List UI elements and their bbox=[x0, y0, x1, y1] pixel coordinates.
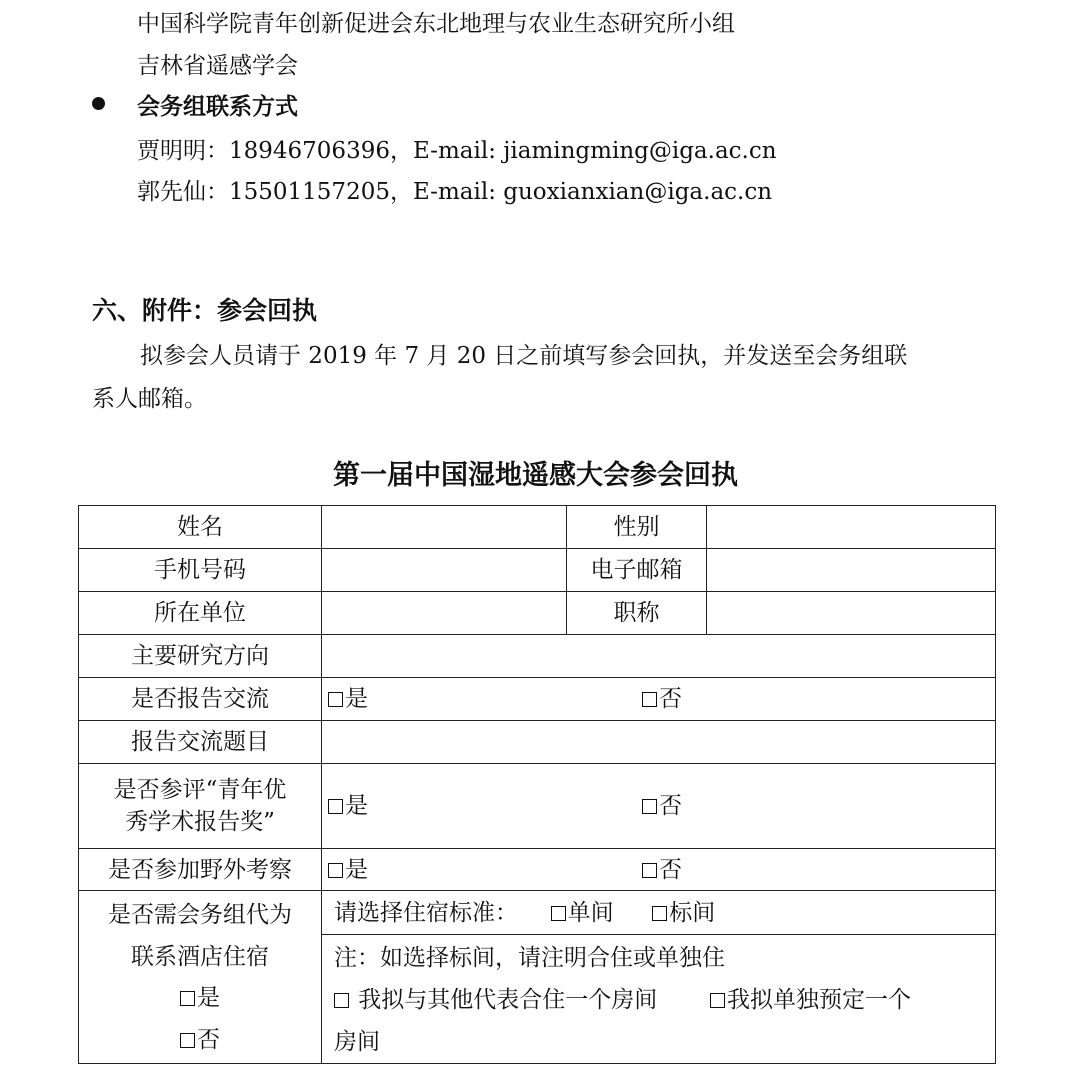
hotel-no-label: 否 bbox=[197, 1026, 220, 1053]
section-paragraph-line-1: 拟参会人员请于 2019 年 7 月 20 日之前填写参会回执，并发送至会务组联 bbox=[140, 343, 908, 369]
report-topic-label: 报告交流题目 bbox=[79, 721, 322, 764]
phone-field[interactable] bbox=[322, 549, 567, 592]
hotel-label-line-2: 联系酒店住宿 bbox=[131, 943, 269, 970]
award-label-line-2: 秀学术报告奖” bbox=[125, 809, 275, 835]
checkbox-icon[interactable] bbox=[328, 692, 343, 707]
report-topic-field[interactable] bbox=[322, 721, 996, 764]
checkbox-icon[interactable] bbox=[180, 991, 195, 1006]
section-heading: 六、附件：参会回执 bbox=[92, 296, 318, 325]
award-yes-label: 是 bbox=[345, 793, 368, 819]
hotel-no-option[interactable] bbox=[85, 1020, 315, 1062]
research-field[interactable] bbox=[322, 635, 996, 678]
unit-field[interactable] bbox=[322, 592, 567, 635]
hotel-yes-label: 是 bbox=[197, 985, 220, 1011]
checkbox-icon[interactable] bbox=[180, 1033, 195, 1048]
hotel-label bbox=[79, 891, 322, 1064]
room-double-label: 标间 bbox=[669, 899, 716, 926]
field-yes-option[interactable] bbox=[328, 854, 368, 886]
field-no-option[interactable] bbox=[642, 854, 682, 886]
checkbox-icon[interactable] bbox=[334, 993, 349, 1008]
report-yes-label: 是 bbox=[345, 686, 368, 712]
award-label-line-1: 是否参评“青年优 bbox=[113, 777, 287, 803]
report-no-option[interactable] bbox=[642, 683, 682, 715]
contact-heading: 会务组联系方式 bbox=[137, 94, 298, 120]
org-line-1: 中国科学院青年创新促进会东北地理与农业生态研究所小组 bbox=[137, 11, 735, 37]
field-trip-label: 是否参加野外考察 bbox=[79, 849, 322, 891]
checkbox-icon[interactable] bbox=[642, 799, 657, 814]
bullet-icon bbox=[92, 97, 105, 110]
email-label: 电子邮箱 bbox=[567, 549, 707, 592]
unit-label: 所在单位 bbox=[79, 592, 322, 635]
checkbox-icon[interactable] bbox=[710, 993, 725, 1008]
research-label: 主要研究方向 bbox=[79, 635, 322, 678]
single-room-label-line-1: 我拟单独预定一个 bbox=[726, 987, 911, 1013]
checkbox-icon[interactable] bbox=[642, 863, 657, 878]
phone-label: 手机号码 bbox=[79, 549, 322, 592]
hotel-label-line-1: 是否需会务组代为 bbox=[108, 902, 292, 928]
single-room-label-line-2: 房间 bbox=[334, 1029, 380, 1055]
name-label: 姓名 bbox=[79, 506, 322, 549]
award-no-option[interactable] bbox=[642, 790, 682, 822]
checkbox-icon[interactable] bbox=[642, 692, 657, 707]
contact-line-1: 贾明明：18946706396，E-mail: jiamingming@iga.ac.cn bbox=[137, 138, 777, 164]
award-no-label: 否 bbox=[659, 793, 682, 819]
job-title-field[interactable] bbox=[707, 592, 996, 635]
form-title: 第一届中国湿地遥感大会参会回执 bbox=[333, 460, 738, 491]
email-field[interactable] bbox=[707, 549, 996, 592]
section-paragraph-line-2: 系人邮箱。 bbox=[92, 386, 207, 412]
single-room-option[interactable] bbox=[710, 979, 911, 1021]
field-yes-label: 是 bbox=[345, 856, 368, 883]
checkbox-icon[interactable] bbox=[328, 863, 343, 878]
report-options bbox=[322, 678, 996, 721]
room-standard-label: 请选择住宿标准： bbox=[334, 899, 518, 926]
report-no-label: 否 bbox=[659, 686, 682, 712]
checkbox-icon[interactable] bbox=[328, 799, 343, 814]
registration-form-table bbox=[78, 505, 996, 1064]
org-line-2: 吉林省遥感学会 bbox=[137, 53, 298, 79]
field-no-label: 否 bbox=[659, 857, 682, 883]
room-single-label: 单间 bbox=[567, 899, 614, 926]
room-note: 注：如选择标间，请注明合住或单独住 bbox=[334, 945, 725, 971]
gender-label: 性别 bbox=[567, 506, 707, 549]
contact-line-2: 郭先仙：15501157205，E-mail: guoxianxian@iga.ac.cn bbox=[137, 179, 773, 205]
checkbox-icon[interactable] bbox=[652, 906, 667, 921]
gender-field[interactable] bbox=[707, 506, 996, 549]
room-note-cell bbox=[322, 935, 996, 1064]
room-single-option[interactable] bbox=[551, 897, 614, 929]
share-room-option[interactable] bbox=[334, 979, 657, 1021]
room-standard-cell bbox=[322, 891, 996, 935]
award-label bbox=[79, 764, 322, 849]
share-room-label: 我拟与其他代表合住一个房间 bbox=[351, 987, 658, 1013]
award-options bbox=[322, 764, 996, 849]
hotel-yes-option[interactable] bbox=[85, 978, 315, 1020]
job-title-label: 职称 bbox=[567, 592, 707, 635]
award-yes-option[interactable] bbox=[328, 790, 368, 822]
field-trip-options bbox=[322, 849, 996, 891]
room-double-option[interactable] bbox=[652, 897, 715, 929]
report-yes-option[interactable] bbox=[328, 683, 368, 715]
report-label: 是否报告交流 bbox=[79, 678, 322, 721]
name-field[interactable] bbox=[322, 506, 567, 549]
checkbox-icon[interactable] bbox=[551, 906, 566, 921]
